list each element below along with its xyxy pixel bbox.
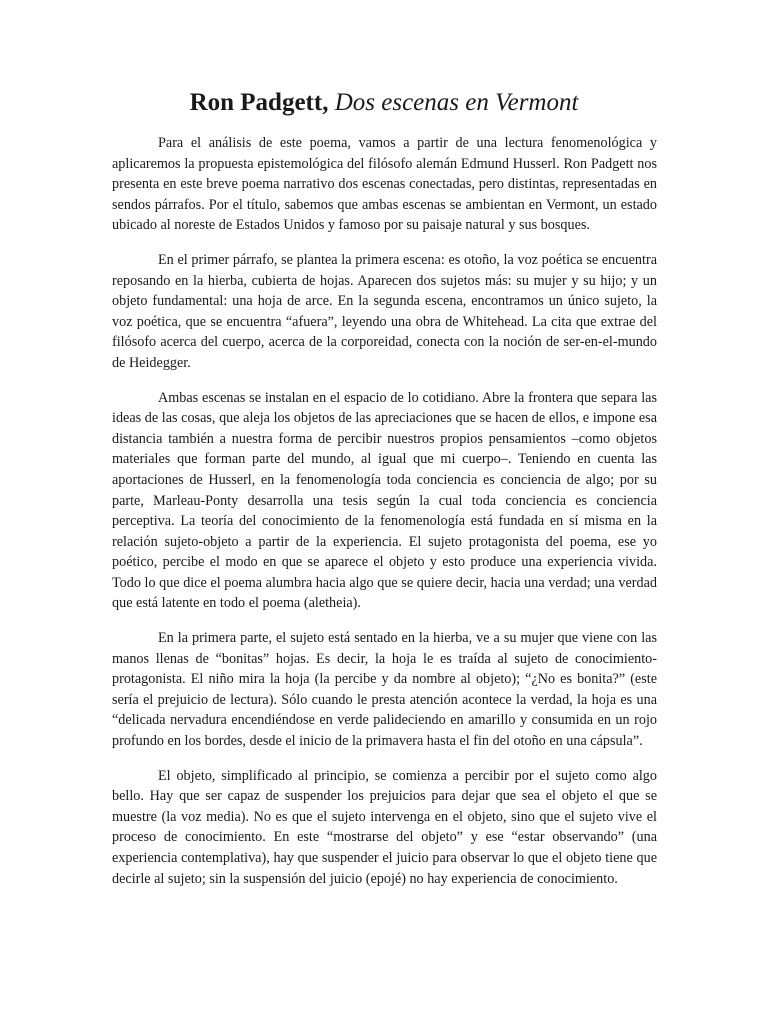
document-title <box>82 86 686 120</box>
paragraph-3: Ambas escenas se instalan en el espacio de lo cotidiano. Abre la frontera que separa las ideas de las cosas, que aleja los objetos de las apreciaciones que se hacen de ellos, e impone esa distancia también a nuestra forma de percibir nuestros propios pensamientos –como objetos materiales que forman parte del mundo, al igual que mi cuerpo–. Teniendo en cuenta las aportaciones de Husserl, en la fenomenología toda conciencia es conciencia de algo; por su parte, Marleau-Ponty desarrolla una tesis según la cual toda conciencia es conciencia perceptiva. La teoría del conocimiento de la fenomenología está fundada en sí misma en la relación sujeto-objeto a partir de la experiencia. El sujeto protagonista del poema, ese yo poético, percibe el modo en que se aparece el objeto y esto produce una experiencia vivida. Todo lo que dice el poema alumbra hacia algo que se quiere decir, hacia una verdad; una verdad que está latente en todo el poema (aletheia). <box>112 389 657 612</box>
paragraph-2: En el primer párrafo, se plantea la primera escena: es otoño, la voz poética se encuentra reposando en la hierba, cubierta de hojas. Aparecen dos sujetos más: su mujer y su hijo; y un objeto fundamental: una hoja de arce. En la segunda escena, encontramos un único sujeto, la voz poética, que se encuentra “afuera”, leyendo una obra de Whitehead. La cita que extrae del filósofo acerca del cuerpo, acerca de la corporeidad, conecta con la noción de ser-en-el-mundo de Heidegger. <box>112 251 657 371</box>
title-work: Dos escenas en Vermont <box>334 89 579 116</box>
paragraph-4: En la primera parte, el sujeto está sentado en la hierba, ve a su mujer que viene con las manos llenas de “bonitas” hojas. Es decir, la hoja le es traída al sujeto de conocimiento-protagonista. El niño mira la hoja (la percibe y da nombre al objeto); “¿No es bonita?” (este sería el prejuicio de lectura). Sólo cuando le presta atención acontece la verdad, la hoja es una “delicada nervadura encendiéndose en verde palideciendo en amarillo y consumida en un rojo profundo en los bordes, desde el inicio de la primavera hasta el fin del otoño en una cápsula”. <box>112 630 657 750</box>
paragraph-1: Para el análisis de este poema, vamos a partir de una lectura fenomenológica y aplicaremos la propuesta epistemológica del filósofo alemán Edmund Husserl. Ron Padgett nos presenta en este breve poema narrativo dos escenas conectadas, pero distintas, representadas en sendos párrafos. Por el título, sabemos que ambas escenas se ambientan en Vermont, un estado ubicado al noreste de Estados Unidos y famoso por su paisaje natural y sus bosques. <box>112 135 657 234</box>
paragraph-5: El objeto, simplificado al principio, se comienza a percibir por el sujeto como algo bello. Hay que ser capaz de suspender los prejuicios para dejar que sea el objeto el que se muestre (la voz media). No es que el sujeto intervenga en el objeto, sino que el sujeto vive el proceso de conocimiento. En este “mostrarse del objeto” y ese “estar observando” (una experiencia contemplativa), hay que suspender el juicio para observar lo que el objeto tiene que decirle al sujeto; sin la suspensión del juicio (epojé) no hay experiencia de conocimiento. <box>112 767 657 887</box>
title-author: Ron Padgett, <box>189 89 329 116</box>
document-body <box>112 133 657 903</box>
